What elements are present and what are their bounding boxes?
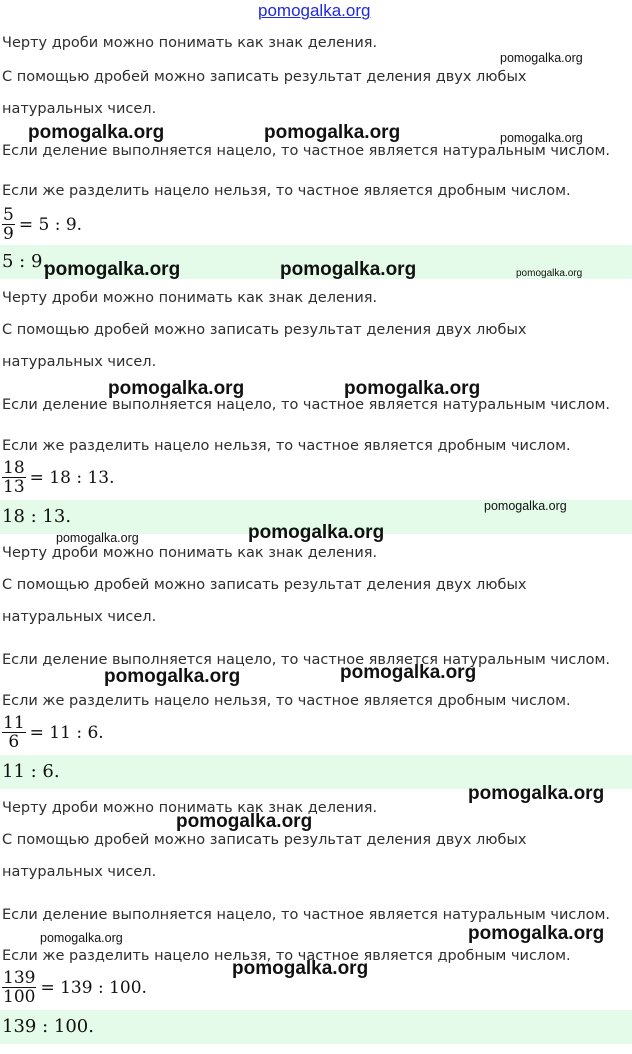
text-line-5: Если же разделить нацело нельзя, то частное является дробным числом.	[2, 183, 571, 199]
text-line-3: натуральных чисел.	[2, 354, 157, 370]
text-line-2: С помощью дробей можно записать результат деления двух любых	[2, 322, 527, 338]
site-link[interactable]: pomogalka.org	[258, 1, 371, 20]
text-line-4: Если деление выполняется нацело, то частное является натуральным числом.	[2, 652, 611, 668]
watermark: pomogalka.org	[516, 268, 583, 279]
watermark: pomogalka.org	[108, 378, 245, 399]
text-line-1: Черту дроби можно понимать как знак деления.	[2, 800, 378, 816]
watermark: pomogalka.org	[248, 522, 385, 543]
watermark: pomogalka.org	[40, 931, 123, 945]
fraction	[2, 206, 15, 243]
watermark: pomogalka.org	[56, 531, 139, 545]
watermark: pomogalka.org	[500, 51, 583, 65]
answer-text: 5 : 9.	[2, 251, 49, 272]
watermark: pomogalka.org	[280, 259, 417, 280]
text-line-4: Если деление выполняется нацело, то частное является натуральным числом.	[2, 143, 611, 159]
watermark: pomogalka.org	[264, 122, 401, 143]
watermark: pomogalka.org	[232, 958, 369, 979]
equation-rhs: = 18 : 13.	[29, 467, 115, 488]
answer-box-4	[0, 1010, 632, 1044]
fraction-equation	[2, 206, 82, 243]
fraction-denominator: 9	[3, 224, 14, 244]
fraction-numerator: 11	[3, 713, 25, 733]
watermark: pomogalka.org	[468, 923, 605, 944]
text-line-1: Черту дроби можно понимать как знак деления.	[2, 545, 378, 561]
fraction	[2, 459, 26, 496]
watermark: pomogalka.org	[104, 666, 241, 687]
fraction	[2, 714, 26, 751]
watermark: pomogalka.org	[344, 378, 481, 399]
text-line-4: Если деление выполняется нацело, то частное является натуральным числом.	[2, 907, 611, 923]
watermark: pomogalka.org	[484, 499, 567, 513]
text-line-5: Если же разделить нацело нельзя, то частное является дробным числом.	[2, 948, 571, 964]
text-line-2: С помощью дробей можно записать результат деления двух любых	[2, 832, 527, 848]
watermark: pomogalka.org	[340, 662, 477, 683]
text-line-3: натуральных чисел.	[2, 609, 157, 625]
fraction-denominator: 6	[8, 732, 20, 752]
watermark: pomogalka.org	[176, 811, 313, 832]
watermark: pomogalka.org	[500, 131, 583, 145]
text-line-2: С помощью дробей можно записать результат деления двух любых	[2, 577, 527, 593]
answer-text: 18 : 13.	[2, 506, 72, 527]
fraction-numerator: 18	[3, 458, 25, 478]
fraction-equation	[2, 714, 104, 751]
answer-text: 11 : 6.	[2, 761, 60, 782]
watermark: pomogalka.org	[44, 259, 181, 280]
text-line-5: Если же разделить нацело нельзя, то частное является дробным числом.	[2, 693, 571, 709]
text-line-4: Если деление выполняется нацело, то частное является натуральным числом.	[2, 397, 611, 413]
fraction-numerator: 139	[3, 968, 36, 988]
equation-rhs: = 139 : 100.	[40, 977, 147, 998]
text-line-3: натуральных чисел.	[2, 101, 157, 117]
watermark: pomogalka.org	[468, 783, 605, 804]
text-line-1: Черту дроби можно понимать как знак деления.	[2, 35, 378, 51]
equation-rhs: = 5 : 9.	[18, 214, 83, 235]
fraction-equation	[2, 459, 115, 496]
fraction-numerator: 5	[3, 205, 14, 225]
text-line-1: Черту дроби можно понимать как знак деления.	[2, 290, 378, 306]
fraction-denominator: 100	[3, 987, 36, 1007]
text-line-2: С помощью дробей можно записать результат деления двух любых	[2, 69, 527, 85]
fraction	[2, 969, 36, 1006]
fraction-equation	[2, 969, 147, 1006]
fraction-denominator: 13	[3, 477, 25, 497]
equation-rhs: = 11 : 6.	[29, 722, 104, 743]
answer-text: 139 : 100.	[2, 1016, 94, 1037]
text-line-5: Если же разделить нацело нельзя, то частное является дробным числом.	[2, 438, 571, 454]
text-line-3: натуральных чисел.	[2, 864, 157, 880]
watermark: pomogalka.org	[28, 122, 165, 143]
